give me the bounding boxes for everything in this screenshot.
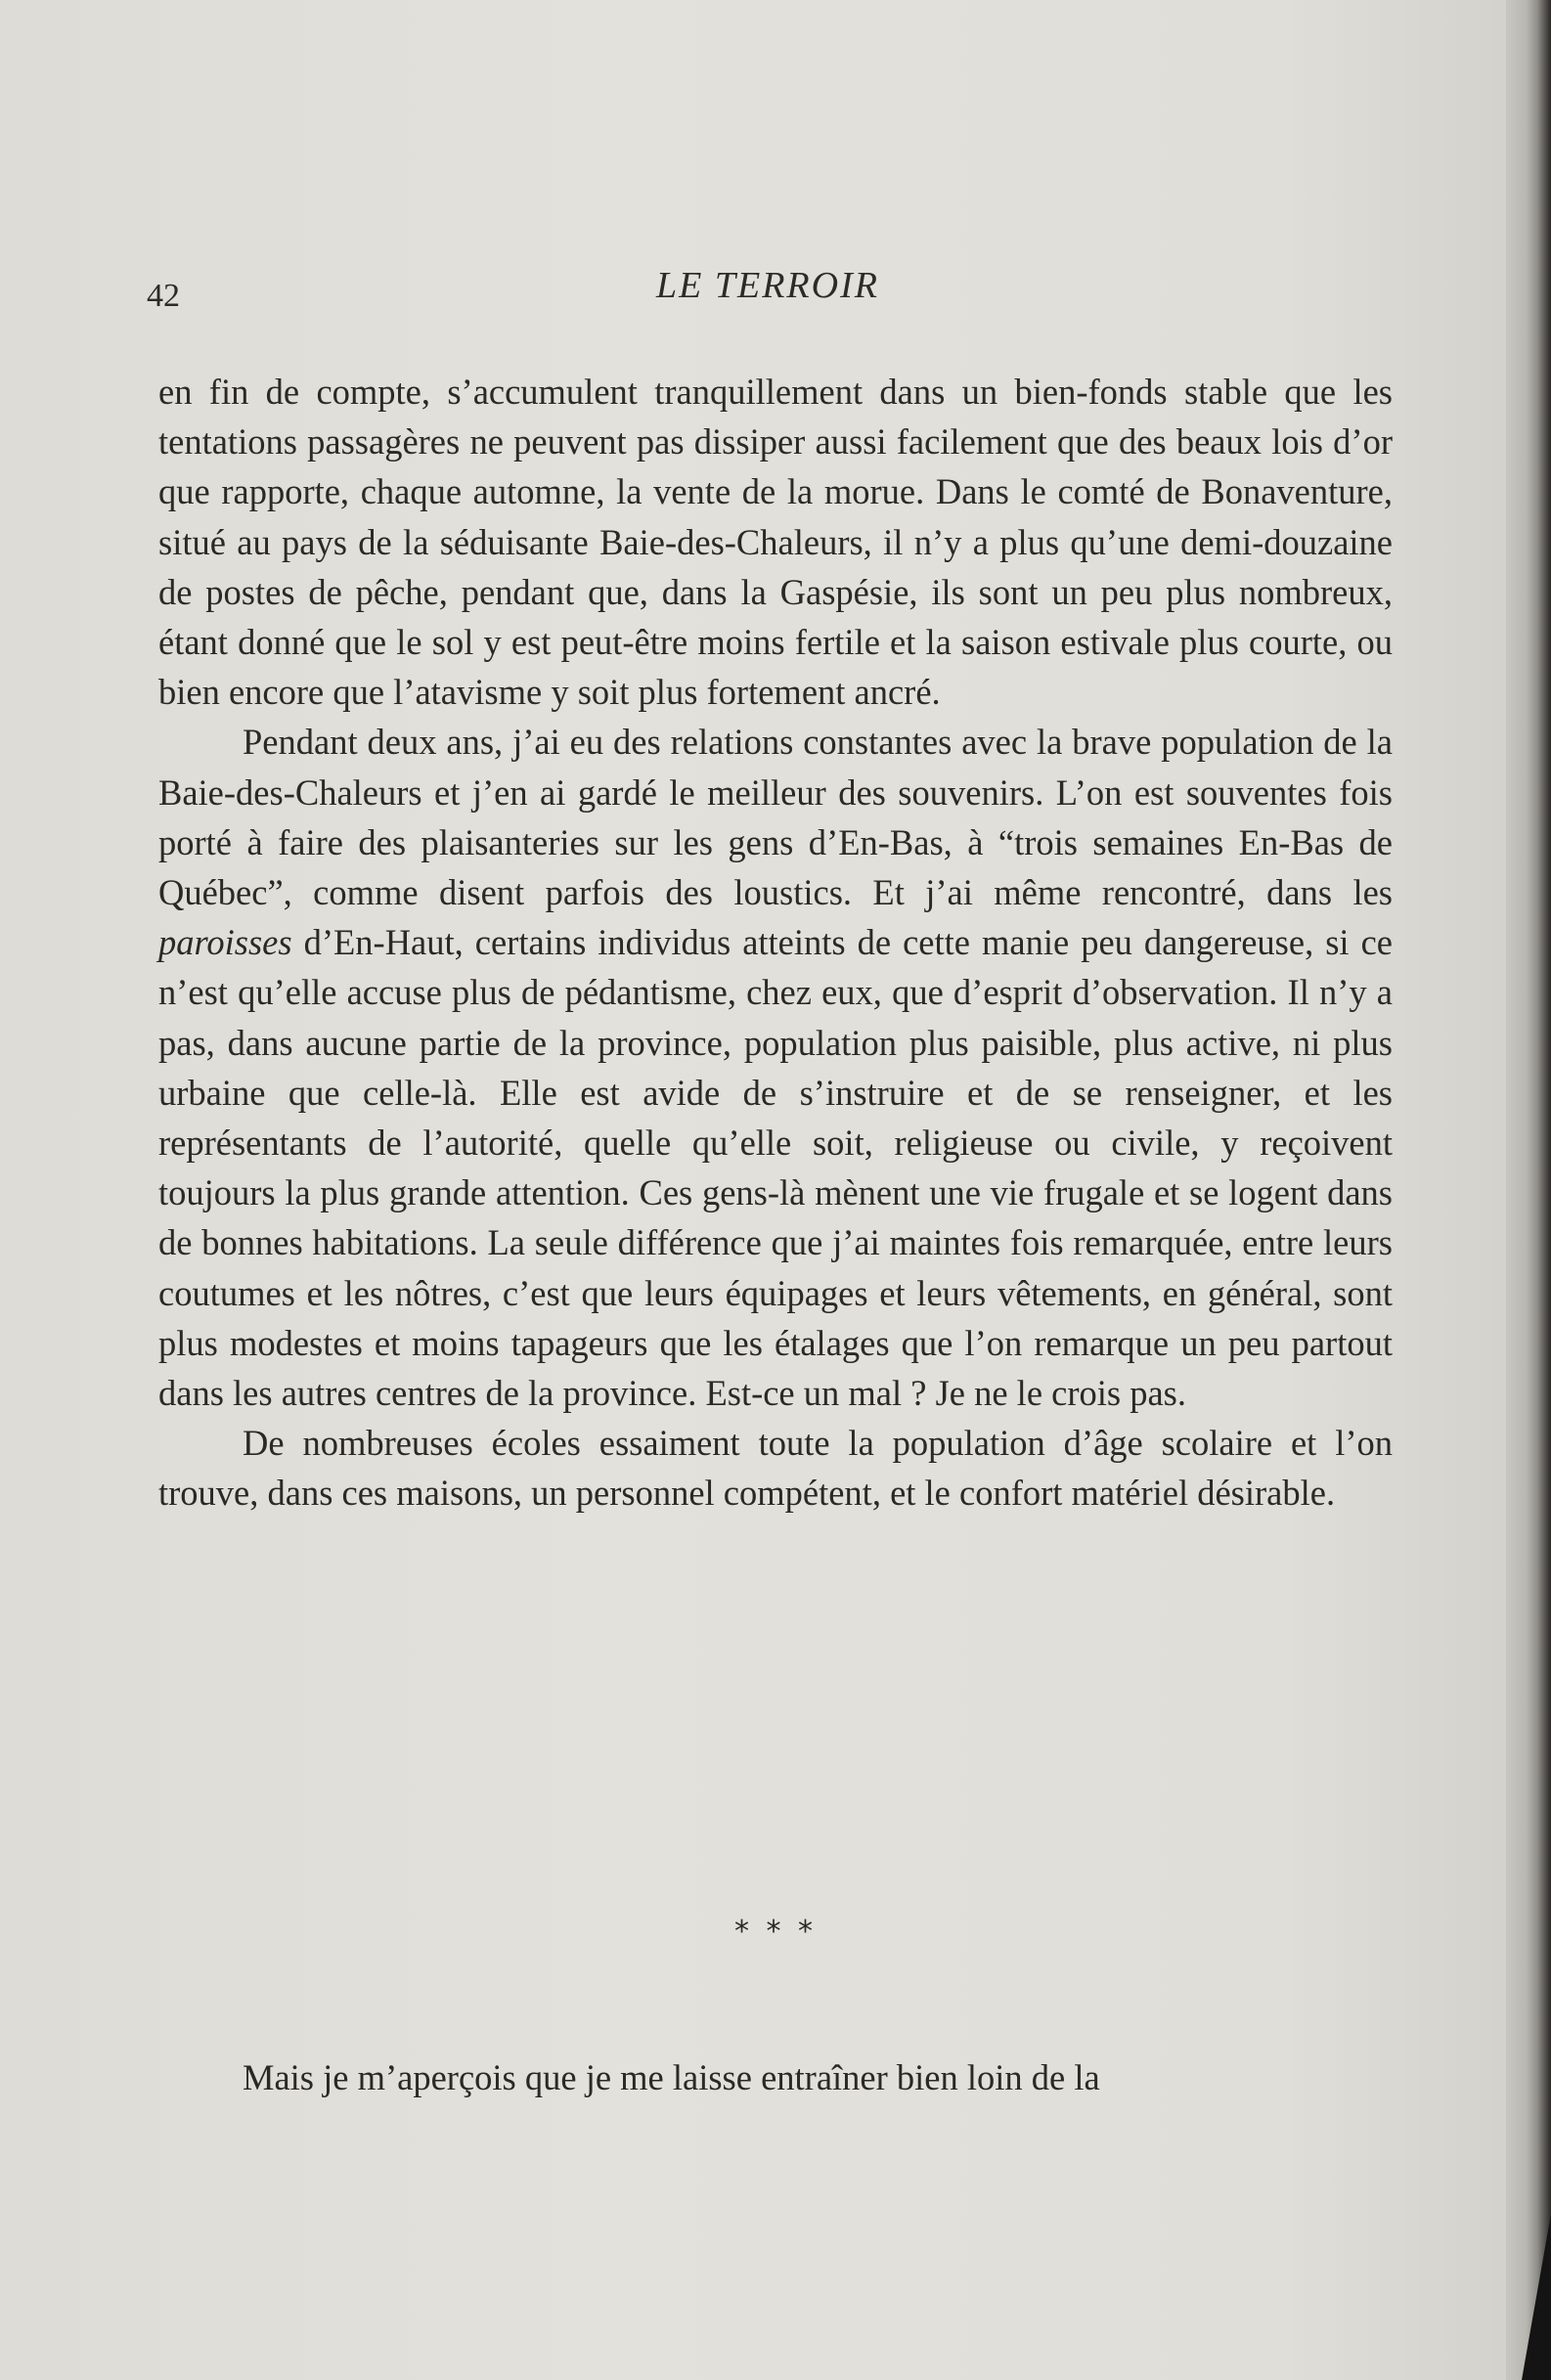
paragraph: De nombreuses écoles essaiment toute la population d’âge scolaire et l’on trouve, dans ces maisons, un personnel compétent, et le confort matériel désirable.	[158, 1423, 1393, 1514]
paragraph-start: Mais je m’aperçois que je me laisse entraîner bien loin de la	[243, 2056, 1100, 2097]
page-curl-shadow	[1522, 2214, 1551, 2380]
running-head	[147, 264, 1389, 323]
page-number: 42	[147, 278, 180, 314]
book-spine-edge	[1506, 0, 1551, 2380]
paragraph-text: Pendant deux ans, j’ai eu des relations constantes avec la brave population de la Baie-des-Chaleurs et j’en ai gardé le meilleur des souvenirs. L’on est souventes fois porté à faire des plaisanteries sur les gens d’En-Bas, à “trois semaines En-Bas de Québec”, comme disent parfois des loustics. Et j’ai même rencontré, dans les	[158, 722, 1393, 913]
body-text	[158, 367, 1393, 1519]
italic-word: paroisses	[158, 922, 292, 963]
paragraph: en fin de compte, s’accumulent tranquillement dans un bien-fonds stable que les tentations passagères ne peuvent pas dissiper aussi facilement que des beaux lois d’or que rapporte, chaque automne, la vente de la morue. Dans le comté de Bonaventure, situé au pays de la séduisante Baie-des-Chaleurs, il n’y a plus qu’une demi-douzaine de postes de pêche, pendant que, dans la Gaspésie, ils sont un peu plus nombreux, étant donné que le sol y est peut-être moins fertile et la saison estivale plus courte, ou bien encore que l’atavisme y soit plus fortement ancré.	[158, 372, 1393, 713]
running-title: LE TERROIR	[656, 265, 879, 306]
section-break-asterism: * * *	[733, 1915, 818, 1949]
paragraph-text: d’En-Haut, certains individus atteints de cette manie peu dangereuse, si ce n’est qu’elle accuse plus de pédantisme, chez eux, que d’esprit d’observation. Il n’y a pas, dans aucune partie de la province, population plus paisible, plus active, ni plus urbaine que celle-là. Elle est avide de s’instruire et de se renseigner, et les représentants de l’autorité, quelle qu’elle soit, religieuse ou civile, y reçoivent toujours la plus grande attention. Ces gens-là mènent une vie frugale et se logent dans de bonnes habitations. La seule différence que j’ai maintes fois remarquée, entre leurs coutumes et les nôtres, c’est que leurs équipages et leurs vêtements, en général, sont plus modestes et moins tapageurs que les étalages que l’on remarque un peu partout dans les autres centres de la province. Est-ce un mal ? Je ne le crois pas.	[158, 922, 1393, 1414]
paragraph	[158, 717, 1393, 1418]
